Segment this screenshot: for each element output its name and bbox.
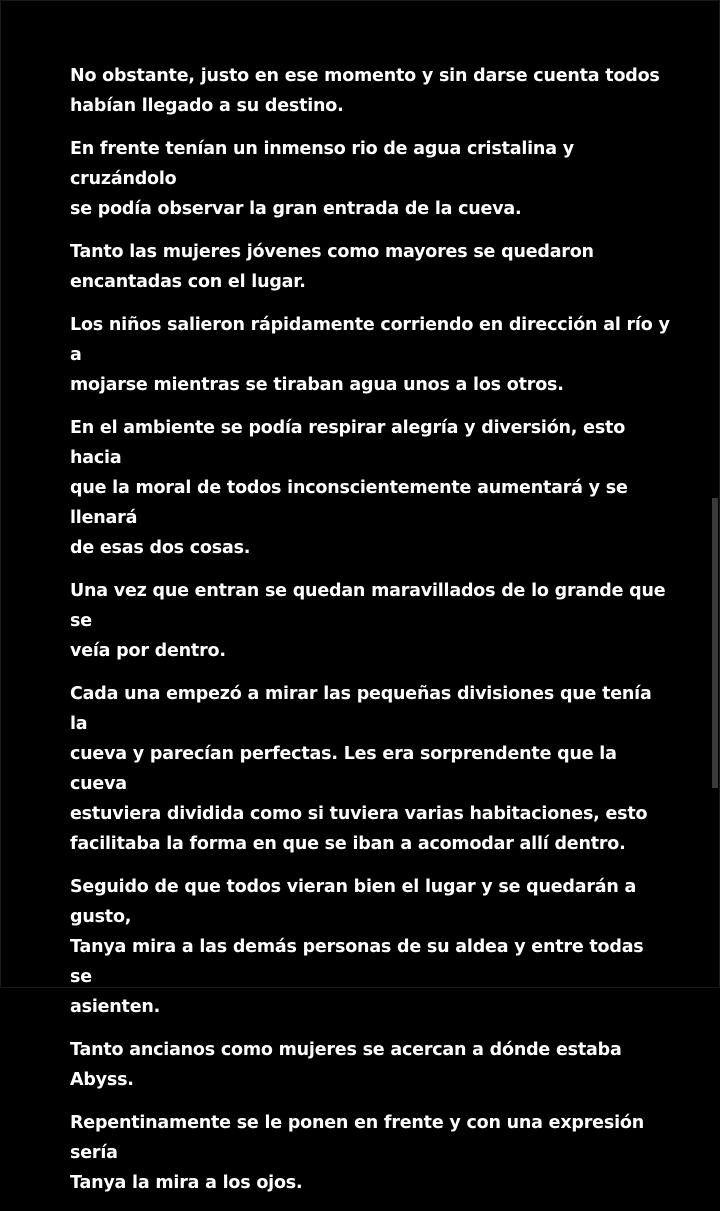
scrollbar-thumb[interactable]	[712, 498, 718, 788]
paragraph-4: Los niños salieron rápidamente corriendo en dirección al río y a mojarse mientras se tiraban agua unos a los otros.	[70, 315, 670, 395]
paragraph-10: Repentinamente se le ponen en frente y con una expresión sería Tanya la mira a los ojos.	[70, 1113, 644, 1193]
paragraph-1: No obstante, justo en ese momento y sin darse cuenta todos habían llegado a su destino.	[70, 66, 660, 116]
paragraph-2: En frente tenían un inmenso rio de agua cristalina y cruzándolo se podía observar la gran entrada de la cueva.	[70, 139, 574, 219]
paragraph-7: Cada una empezó a mirar las pequeñas divisiones que tenía la cueva y parecían perfectas. Les era sorprendente que la cueva estuviera dividida como si tuviera varias habitaciones, esto facilitaba la forma en que se iban a acomodar allí dentro.	[70, 684, 652, 854]
paragraph-8: Seguido de que todos vieran bien el lugar y se quedarán a gusto, Tanya mira a las demás personas de su aldea y entre todas se asienten.	[70, 877, 644, 1017]
paragraph-6: Una vez que entran se quedan maravillados de lo grande que se veía por dentro.	[70, 581, 666, 661]
paragraph-3: Tanto las mujeres jóvenes como mayores se quedaron encantadas con el lugar.	[70, 242, 594, 292]
paragraph-5: En el ambiente se podía respirar alegría y diversión, esto hacia que la moral de todos inconscientemente aumentará y se llenará de esas dos cosas.	[70, 418, 628, 558]
document-body	[70, 61, 670, 1211]
paragraph-9: Tanto ancianos como mujeres se acercan a dónde estaba Abyss.	[70, 1040, 622, 1090]
